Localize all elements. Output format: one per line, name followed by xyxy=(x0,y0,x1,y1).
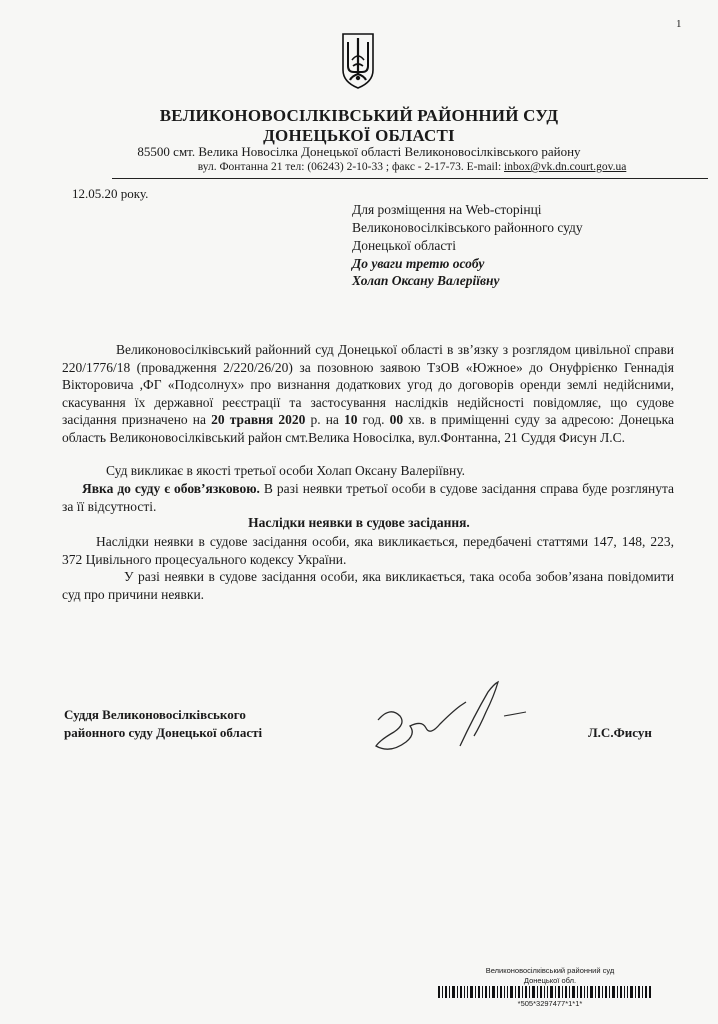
p1-text-d: хв. в приміщенні суду за адресою: Донецька область Великоновосілківський район смт.Велика Новосілка, вул.Фонтанна, 21 Суддя Фисун Л.С. xyxy=(62,412,675,445)
judge-title-line-1: Суддя Великоновосілківського xyxy=(64,707,246,722)
header-divider xyxy=(112,178,708,179)
recipient-name: Холап Оксану Валеріївну xyxy=(352,273,500,288)
court-name: ВЕЛИКОНОВОСІЛКІВСЬКИЙ РАЙОННИЙ СУД xyxy=(159,106,559,125)
attendance-paragraph xyxy=(62,480,674,515)
p1-text-b: р. на xyxy=(305,412,345,427)
barcode xyxy=(438,986,652,998)
hearing-date: 20 травня 2020 xyxy=(211,412,306,427)
document-date: 12.05.20 року. xyxy=(72,186,149,201)
recipient-line-1: Для розміщення на Web-сторінці xyxy=(352,202,542,217)
consequences-heading: Наслідки неявки в судове засідання. xyxy=(248,515,470,530)
registry-stamp-court: Великоновосілківський районний суд xyxy=(485,966,615,975)
trident-emblem-icon xyxy=(340,30,376,90)
page-number: 1 xyxy=(676,18,682,30)
court-contacts xyxy=(112,161,712,173)
third-party-paragraph: Суд викликає в якості третьої особи Холап Оксану Валеріївну. xyxy=(106,463,465,478)
consequences-paragraph: Наслідки неявки в судове засідання особи, яка викликається, передбачені статтями 147, 148, 223, 372 Цивільного процесуального кодексу України. xyxy=(62,534,674,567)
court-address: 85500 смт. Велика Новосілка Донецької області Великоновосілківського району xyxy=(137,144,581,159)
recipient-line-2: Великоновосілківського районного суду xyxy=(352,220,583,235)
judge-name: Л.С.Фисун xyxy=(588,725,652,740)
judge-title-line-2: районного суду Донецької області xyxy=(64,725,263,740)
summons-paragraph xyxy=(62,341,674,446)
judge-title xyxy=(64,706,262,742)
contacts-text: вул. Фонтанна 21 тел: (06243) 2-10-33 ; факс - 2-17-73. E-mail: xyxy=(197,161,505,173)
mandatory-attendance: Явка до суду є обов’язковою. xyxy=(82,481,260,496)
p1-text-a: Великоновосілківський районний суд Донецької області в зв’язку з розглядом цивільної справи 220/1776/18 (провадження 2/220/26/20) за позовною заявою ТзОВ «Южное» до Онуфрієнко Геннадія Вікторовича ,ФГ «Подсолнух» про визнання додаткових угод до договорів оренди землі недійсними, скасування їх державної реєстрації та застосування наслідків недійсності повідомляє, що судове засідання призначено на xyxy=(62,342,674,427)
notification-paragraph: У разі неявки в судове засідання особи, яка викликається, така особа зобов’язана повідомити суд про причини неявки. xyxy=(62,569,674,602)
handwritten-signature xyxy=(370,676,530,762)
p3-text: В разі неявки третьої особи в судове засідання справа буде розглянута за її відсутності. xyxy=(62,481,675,514)
hearing-minutes: 00 xyxy=(389,412,404,427)
recipient-line-3: Донецької області xyxy=(352,238,456,253)
p1-text-c: год. xyxy=(357,412,390,427)
registry-stamp-region: Донецької обл. xyxy=(523,976,577,985)
court-region: ДОНЕЦЬКОЇ ОБЛАСТІ xyxy=(263,126,455,145)
barcode-number: *505*3297477*1*1* xyxy=(517,999,583,1008)
email-link[interactable]: inbox@vk.dn.court.gov.ua xyxy=(504,161,627,173)
hearing-hour: 10 xyxy=(344,412,358,427)
recipient-line-4: До уваги третю особу xyxy=(352,256,485,271)
